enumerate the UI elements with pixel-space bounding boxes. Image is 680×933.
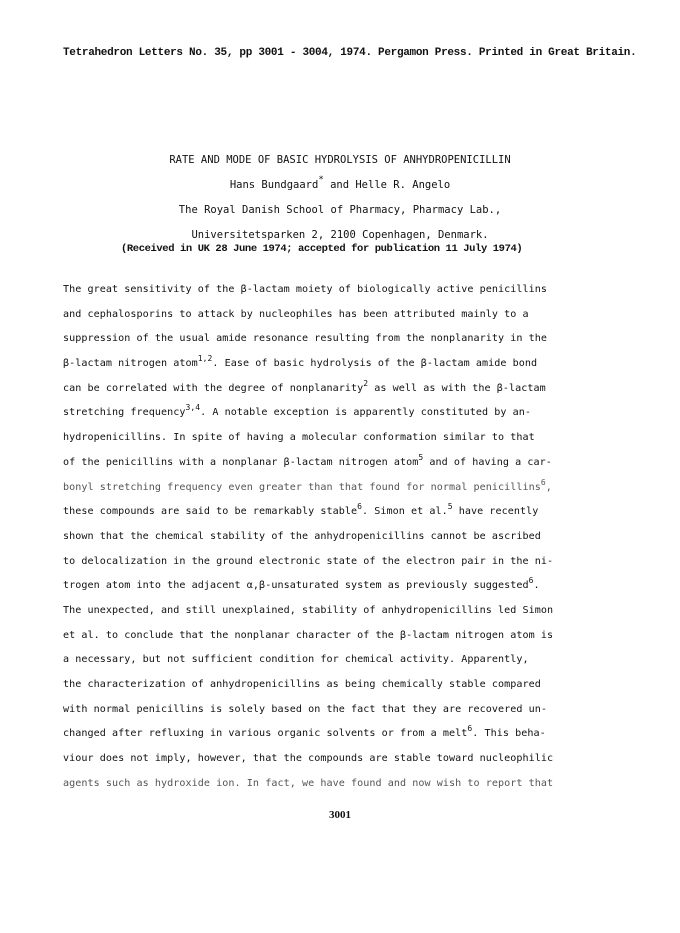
- author-name: Helle R. Angelo: [355, 179, 451, 191]
- received-note: (Received in UK 28 June 1974; accepted for publication 11 July 1974): [121, 243, 523, 255]
- author-joiner: and: [323, 179, 356, 191]
- text-line: to delocalization in the ground electronic state of the electron pair in the ni-: [63, 555, 554, 567]
- affiliation-address: Universitetsparken 2, 2100 Copenhagen, Denmark.: [191, 229, 489, 241]
- text-run: as well as with the β-lactam: [368, 382, 546, 394]
- text-run: stretching frequency: [63, 407, 186, 419]
- text-line: [63, 724, 633, 752]
- text-line: [63, 502, 633, 530]
- text-run: . A notable exception is apparently constituted by an-: [200, 407, 532, 419]
- text-line: The unexpected, and still unexplained, stability of anhydropenicillins led Simon: [63, 604, 554, 616]
- journal-citation: Tetrahedron Letters No. 35, pp 3001 - 3004, 1974. Pergamon Press. Printed in Great Britain.: [63, 47, 637, 59]
- author-line: [0, 175, 680, 191]
- citation-ref: 6: [528, 576, 534, 586]
- text-line: [63, 354, 633, 382]
- text-line: viour does not imply, however, that the compounds are stable toward nucleophilic: [63, 753, 554, 765]
- text-line: with normal penicillins is solely based on the fact that they are recovered un-: [63, 703, 548, 715]
- author-name: Hans Bundgaard: [229, 179, 319, 191]
- text-line: [63, 576, 633, 604]
- article-title: RATE AND MODE OF BASIC HYDROLYSIS OF ANHYDROPENICILLIN: [169, 154, 511, 166]
- text-line: [63, 378, 633, 407]
- text-run: trogen atom into the adjacent α,β-unsaturated system as previously suggested: [63, 580, 529, 592]
- text-run: of the penicillins with a nonplanar β-lactam nitrogen atom: [63, 456, 419, 468]
- text-run: . Ease of basic hydrolysis of the β-lactam amide bond: [212, 358, 538, 370]
- citation-ref: 2: [363, 378, 369, 388]
- citation-ref: 6: [540, 477, 546, 487]
- text-line: [63, 403, 633, 431]
- body-paragraph: [63, 283, 633, 801]
- text-run: . This beha-: [472, 728, 546, 740]
- text-line: and cephalosporins to attack by nucleophiles has been attributed mainly to a: [63, 308, 529, 320]
- text-run: β-lactam nitrogen atom: [63, 358, 198, 370]
- citation-ref: 6: [357, 502, 362, 512]
- text-run: can be correlated with the degree of nonplanarity: [63, 382, 364, 394]
- affiliation-line: The Royal Danish School of Pharmacy, Pharmacy Lab.,: [178, 204, 502, 216]
- text-line: the characterization of anhydropenicillins as being chemically stable compared: [63, 679, 541, 690]
- text-run: these compounds are said to be remarkably stable: [63, 506, 358, 518]
- text-run: changed after refluxing in various organic solvents or from a melt: [63, 728, 468, 740]
- page-number: 3001: [329, 809, 351, 821]
- citation-ref: 3,4: [185, 403, 201, 413]
- citation-ref: 1,2: [197, 354, 213, 364]
- text-line: hydropenicillins. In spite of having a molecular conformation similar to that: [63, 432, 535, 444]
- text-line: [63, 477, 633, 506]
- citation-ref: 5: [447, 502, 453, 512]
- text-run: .: [533, 580, 540, 592]
- text-line: agents such as hydroxide ion. In fact, we have found and now wish to report that: [63, 777, 554, 789]
- text-run: and of having a car-: [423, 456, 552, 468]
- text-line: shown that the chemical stability of the anhydropenicillins cannot be ascribed: [63, 530, 541, 542]
- corresponding-author-mark: *: [318, 175, 324, 185]
- text-run: ,: [545, 481, 552, 493]
- text-run: . Simon et al.: [361, 506, 448, 518]
- text-line: The great sensitivity of the β-lactam moiety of biologically active penicillins: [63, 284, 548, 295]
- text-line: a necessary, but not sufficient condition for chemical activity. Apparently,: [63, 654, 529, 666]
- citation-ref: 6: [467, 724, 473, 734]
- text-line: [63, 452, 633, 481]
- text-run: bonyl stretching frequency even greater than that found for normal penicillins: [63, 481, 541, 493]
- text-line: et al. to conclude that the nonplanar character of the β-lactam nitrogen atom is: [63, 629, 554, 641]
- text-line: suppression of the usual amide resonance resulting from the nonplanarity in the: [63, 333, 548, 345]
- text-run: have recently: [452, 506, 539, 518]
- citation-ref: 5: [418, 452, 424, 462]
